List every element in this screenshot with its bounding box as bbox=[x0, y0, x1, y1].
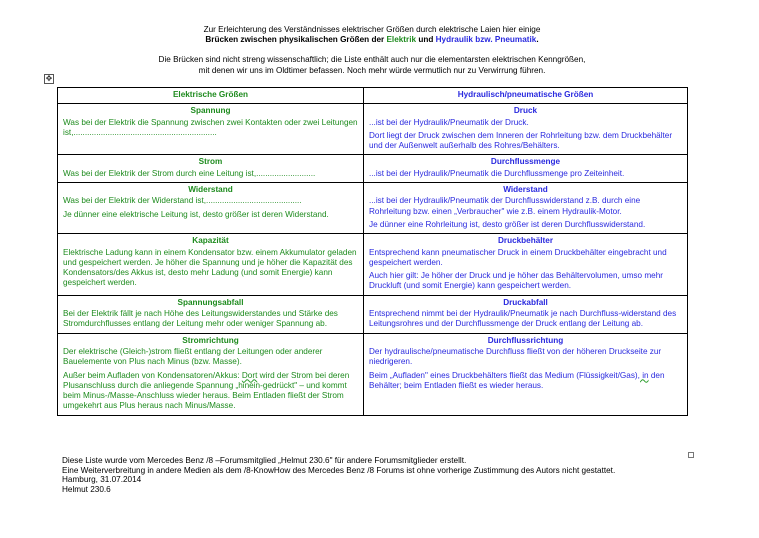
table-row bbox=[58, 234, 688, 295]
table-header-row bbox=[58, 88, 688, 104]
cell-electric bbox=[58, 333, 364, 415]
intro-line-1: Zur Erleichterung des Verständnisses elektrischer Größen durch elektrische Laien hier einige bbox=[203, 25, 541, 34]
intro-line-2-e: . bbox=[536, 35, 539, 44]
cell-electric bbox=[58, 183, 364, 234]
cell-hydraulic bbox=[364, 155, 688, 183]
cell-text: ...ist bei der Hydraulik/Pneumatik der Druck. bbox=[369, 117, 529, 127]
footer-line-1: Diese Liste wurde vom Mercedes Benz /8 –Forumsmitglied „Helmut 230.6" für andere Forumsmitglieder erstellt. bbox=[62, 456, 467, 465]
cell-title: Durchflussmenge bbox=[490, 157, 561, 167]
cell-text: ...ist bei der Hydraulik/Pneumatik die Durchflussmenge pro Zeiteinheit. bbox=[369, 168, 625, 178]
intro-line-2 bbox=[0, 35, 744, 45]
table-row bbox=[58, 183, 688, 234]
cell-text: ...ist bei der Hydraulik/Pneumatik der Durchflusswiderstand z.B. durch eine Rohrleitung bzw. einen „Verbraucher" wie z.B. einem Hydraulik-Motor. bbox=[369, 196, 641, 216]
footer bbox=[62, 456, 742, 494]
cell-electric bbox=[58, 234, 364, 295]
cell-text-2-a: Beim „Aufladen" eines Druckbehälters fließt das Medium (Flüssigkeit/Gas) bbox=[369, 370, 638, 380]
footer-place-date: Hamburg, 31.07.2014 bbox=[62, 475, 142, 485]
cell-electric bbox=[58, 155, 364, 183]
table-row bbox=[58, 295, 688, 333]
cell-hydraulic bbox=[364, 183, 688, 234]
column-header-electric: Elektrische Größen bbox=[58, 88, 364, 104]
cell-title: Kapazität bbox=[192, 236, 229, 246]
intro-line-3: Die Brücken sind nicht streng wissenschaftlich; die Liste enthält auch nur die elementarsten elektrischen Kenngrößen, bbox=[158, 55, 586, 64]
cell-title: Spannungsabfall bbox=[177, 297, 244, 307]
cell-electric bbox=[58, 295, 364, 333]
cell-text-2: Dort liegt der Druck zwischen dem Inneren der Rohrleitung bzw. dem Druckbehälter und der Außenwelt außerhalb des Rohres/Behälters. bbox=[369, 130, 673, 151]
table-row bbox=[58, 104, 688, 155]
cell-title: Spannung bbox=[190, 106, 231, 116]
cell-text-2-c: den Behälter; beim Entladen fließt es wieder heraus. bbox=[369, 370, 665, 390]
cell-hydraulic bbox=[364, 333, 688, 415]
footer-line-2: Eine Weiterverbreitung in andere Medien als dem /8-KnowHow des Mercedes Benz /8 Forums ist ohne vorherige Zustimmung des Autors nicht gestattet. bbox=[62, 465, 616, 475]
cell-text: Entsprechend nimmt bei der Hydraulik/Pneumatik je nach Durchfluss-widerstand des Leitungsrohres und der Durchflussmenge der Druck entlang der Leitung ab. bbox=[369, 309, 677, 329]
cell-hydraulic bbox=[364, 104, 688, 155]
cell-title: Druck bbox=[513, 106, 538, 116]
comparison-table bbox=[57, 87, 688, 416]
cell-text: Entsprechend kann pneumatischer Druck in einem Druckbehälter eingebracht und gespeichert werden. bbox=[369, 247, 667, 267]
table-row bbox=[58, 333, 688, 415]
cell-title: Widerstand bbox=[188, 185, 233, 195]
cell-title: Strom bbox=[198, 157, 223, 167]
spellcheck-word: , in bbox=[637, 370, 649, 380]
cell-text-2: Auch hier gilt: Je höher der Druck und je höher das Behältervolumen, umso mehr Druckluft (und somit Energie) kann gespeichert werden. bbox=[369, 271, 663, 291]
cell-text: Elektrische Ladung kann in einem Kondensator bzw. einem Akkumulator geladen und gespeichert werden. Je höher die Spannung und je höher die Kapazität des Kondensators/des Akkus ist, desto mehr Ladung (und somit Energie) kann gespeichert werden. bbox=[63, 247, 357, 288]
cell-text-2: Je dünner eine elektrische Leitung ist, desto größer ist deren Widerstand. bbox=[63, 209, 329, 219]
cell-text-2 bbox=[63, 371, 358, 412]
cell-text: Was bei der Elektrik die Spannung zwischen zwei Kontakten oder zwei Leitungen ist,............................................................... bbox=[63, 117, 358, 137]
cell-hydraulic bbox=[364, 295, 688, 333]
move-handle-icon[interactable]: ✥ bbox=[45, 74, 53, 83]
table-row bbox=[58, 155, 688, 183]
intro-line-2-c: und bbox=[416, 35, 436, 44]
cell-title: Druckabfall bbox=[503, 297, 548, 307]
column-header-hydraulic: Hydraulisch/pneumatische Größen bbox=[364, 88, 688, 104]
footer-author: Helmut 230.6 bbox=[62, 484, 111, 494]
intro-hydraulic-word: Hydraulik bzw. Pneumatik bbox=[435, 35, 537, 44]
cell-title: Widerstand bbox=[503, 185, 548, 195]
spellcheck-word: Dort bbox=[241, 370, 258, 380]
cell-title: Stromrichtung bbox=[182, 335, 239, 345]
cell-text-2 bbox=[369, 371, 682, 392]
cell-electric bbox=[58, 104, 364, 155]
cell-text: Bei der Elektrik fällt je nach Höhe des Leitungswiderstandes und Stärke des Stromdurchflusses entlang der Leitung mehr oder weniger Spannung ab. bbox=[63, 309, 338, 329]
intro-electric-word: Elektrik bbox=[386, 35, 417, 44]
cell-text: Was bei der Elektrik der Strom durch eine Leitung ist,.......................... bbox=[63, 168, 316, 178]
cell-hydraulic bbox=[364, 234, 688, 295]
cell-title: Druckbehälter bbox=[497, 236, 554, 246]
cell-text: Der hydraulische/pneumatische Durchfluss fließt von der höheren Druckseite zur niedrigeren. bbox=[369, 346, 662, 367]
intro-line-2-a: Brücken zwischen physikalischen Größen der bbox=[205, 35, 387, 44]
intro-line-4: mit denen wir uns im Oldtimer befassen. Noch mehr würde vermutlich nur zu Verwirrung führen. bbox=[198, 66, 546, 75]
cell-text-2: Je dünner eine Rohrleitung ist, desto größer ist deren Durchflusswiderstand. bbox=[369, 219, 646, 229]
cell-text-2-a: Außer beim Aufladen von Kondensatoren/Akkus: bbox=[63, 370, 242, 380]
cell-text: Was bei der Elektrik der Widerstand ist,.......................................... bbox=[63, 196, 302, 206]
cell-text: Der elektrische (Gleich-)strom fließt entlang der Leitungen oder anderer Bauelemente von Plus nach Minus (bzw. Masse). bbox=[63, 346, 323, 367]
cell-title: Durchflussrichtung bbox=[487, 335, 564, 345]
cell-text-2-c: wird der Strom bei deren Plusanschluss durch die anliegende Spannung „hinein-gedrückt" – und kommt beim Minus-/Masse-Anschluss wieder heraus. Beim Entladen fließt der Strom umgekehrt aus Plus heraus nach Minus/Masse. bbox=[63, 370, 350, 411]
